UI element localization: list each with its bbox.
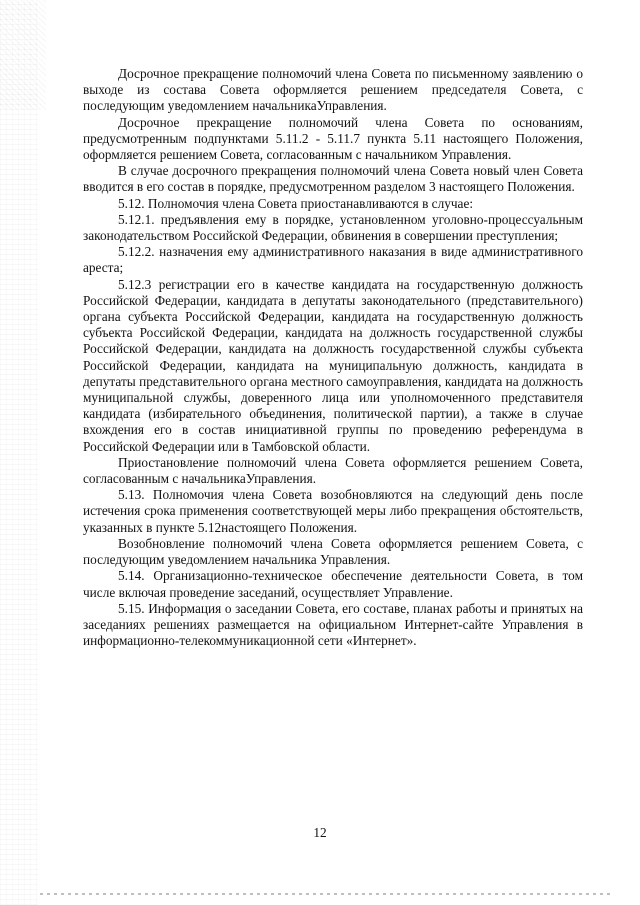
paragraph-early-termination-written: Досрочное прекращение полномочий члена Совета по письменному заявлению о выходе из состава Совета оформляется решением председателя Совета, с последующим уведомлением начальникаУправления. (83, 66, 583, 114)
paragraph-5-12: 5.12. Полномочия члена Совета приостанавливаются в случае: (118, 195, 474, 211)
paragraph-5-12-1: 5.12.1. предъявления ему в порядке, установленном уголовно-процессуальным законодательством Российской Федерации, обвинения в совершении преступления; (83, 211, 583, 244)
paragraph-5-14: 5.14. Организационно-техническое обеспечение деятельности Совета, в том числе включая проведение заседаний, осуществляет Управление. (83, 568, 583, 600)
paragraph-resumption-decision: Возобновление полномочий члена Совета оформляется решением Совета, с последующим уведомлением начальника Управления. (83, 535, 583, 568)
paragraph-new-member: В случае досрочного прекращения полномочий члена Совета новый член Совета вводится в его состав в порядке, предусмотренном разделом 3 настоящего Положения. (83, 163, 583, 195)
paragraph-5-13: 5.13. Полномочия члена Совета возобновляются на следующий день после истечения срока применения соответствующей меры либо прекращения обстоятельств, указанных в пункте 5.12настоящего Положения. (83, 487, 583, 535)
scan-corner-noise (0, 0, 46, 110)
paragraph-suspension-decision: Приостановление полномочий члена Совета оформляется решением Совета, согласованным с начальникаУправления. (83, 454, 583, 487)
scan-bottom-edge (40, 893, 610, 895)
document-body (83, 66, 583, 649)
paragraph-early-termination-grounds: Досрочное прекращение полномочий члена Совета по основаниям, предусмотренным подпунктами 5.11.2 - 5.11.7 пункта 5.11 настоящего Положения, оформляется решением Совета, согласованным с начальником Управления. (83, 114, 583, 163)
paragraph-5-15: 5.15. Информация о заседании Совета, его составе, планах работы и принятых на заседаниях решениях размещается на официальном Интернет-сайте Управления в информационно-телекоммуникационной сети «Интернет». (83, 600, 583, 649)
scan-edge-noise (0, 0, 38, 905)
paragraph-5-12-2: 5.12.2. назначения ему административного наказания в виде административного ареста; (83, 244, 583, 276)
page-number: 12 (313, 825, 327, 840)
paragraph-5-12-3: 5.12.3 регистрации его в качестве кандидата на государственную должность Российской Федерации, кандидата в депутаты законодательного (представительного) органа субъекта Российской Федерации, кандидата на государственную должность субъекта Российской Федерации, кандидата на должность государственной службы Российской Федерации, кандидата на должность государственной службы субъекта Российской Федерации, кандидата на муниципальную должность, кандидата в депутаты представительного органа местного самоуправления, кандидата на должность муниципальной службы, доверенного лица или уполномоченного представителя кандидата (избирательного объединения, политической партии), а также в случае вхождения его в состав инициативной группы по проведению референдума в Российской Федерации или в Тамбовской области. (83, 276, 583, 454)
